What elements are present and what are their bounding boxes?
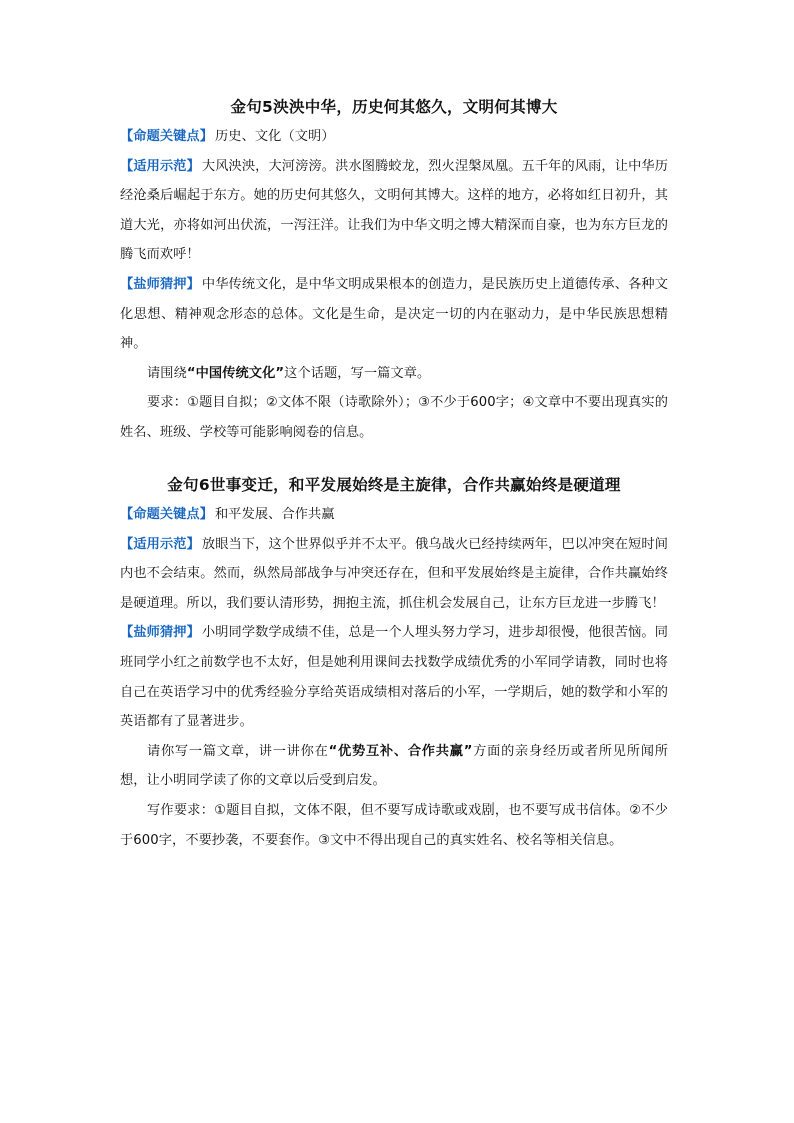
prompt-topic: “优势互补、合作共赢” [328, 743, 473, 759]
prompt-paragraph [120, 359, 668, 389]
prompt-topic: “中国传统文化” [186, 365, 285, 381]
requirement-paragraph: 写作要求：①题目自拟，文体不限，但不要写成诗歌或戏剧，也不要写成书信体。②不少于600字，不要抄袭，不要套作。③文中不得出现自己的真实姓名、校名等相关信息。 [120, 802, 668, 848]
prompt-paragraph [120, 737, 668, 796]
keypoint-tag: 【命题关键点】 [120, 507, 214, 522]
example-tag: 【适用示范】 [120, 158, 200, 174]
keypoint-tag: 【命题关键点】 [120, 129, 214, 144]
prompt-pre: 请你写一篇文章，讲一讲你在 [147, 743, 329, 759]
guess-tag: 【盐师猜押】 [120, 276, 200, 292]
keypoint-text: 和平发展、合作共赢 [215, 507, 335, 522]
keypoint-paragraph [120, 122, 668, 152]
example-text: 放眼当下，这个世界似乎并不太平。俄乌战火已经持续两年，巴以冲突在短时间内也不会结束。然而，纵然局部战争与冲突还存在，但和平发展始终是主旋律，合作共赢始终是硬道理。所以，我们要认清形势，拥抱主流，抓住机会发展自己，让东方巨龙进一步腾飞！ [120, 536, 668, 611]
example-tag: 【适用示范】 [120, 536, 200, 552]
example-paragraph [120, 530, 668, 619]
keypoint-paragraph [120, 500, 668, 530]
guess-paragraph [120, 270, 668, 359]
prompt-post: 方面的亲身经历或者所见所闻所想，让小明同学读了你的文章以后受到启发。 [120, 743, 668, 789]
prompt-pre: 请围绕 [147, 365, 187, 381]
guess-paragraph [120, 618, 668, 736]
guess-text: 小明同学数学成绩不佳，总是一个人埋头努力学习，进步却很慢，他很苦恼。同班同学小红之前数学也不太好，但是她利用课间去找数学成绩优秀的小军同学请教，同时也将自己在英语学习中的优秀经验分享给英语成绩相对落后的小军，一学期后，她的数学和小军的英语都有了显著进步。 [120, 625, 668, 730]
section-golden-sentence-6 [120, 474, 668, 855]
prompt-post: 这个话题，写一篇文章。 [284, 365, 431, 381]
requirement-paragraph: 要求：①题目自拟；②文体不限（诗歌除外）；③不少于600字；④文章中不要出现真实的姓名、班级、学校等可能影响阅卷的信息。 [120, 395, 668, 440]
guess-text: 中华传统文化，是中华文明成果根本的创造力，是民族历史上道德传承、各种文化思想、精神观念形态的总体。文化是生命，是决定一切的内在驱动力，是中华民族思想精神。 [120, 276, 668, 352]
guess-tag: 【盐师猜押】 [120, 625, 200, 641]
section-golden-sentence-5 [120, 96, 668, 448]
keypoint-text: 历史、文化（文明） [215, 129, 335, 144]
example-text: 大风泱泱，大河滂滂。洪水图腾蛟龙，烈火涅槃凤凰。五千年的风雨，让中华历经沧桑后崛起于东方。她的历史何其悠久，文明何其博大。这样的地方，必将如红日初升，其道大光，亦将如河出伏流，一泻汪洋。让我们为中华文明之博大精深而自豪，也为东方巨龙的腾飞而欢呼！ [120, 158, 668, 263]
section-title: 金句5泱泱中华，历史何其悠久，文明何其博大 [230, 98, 558, 116]
example-paragraph [120, 152, 668, 270]
section-title: 金句6世事变迁，和平发展始终是主旋律，合作共赢始终是硬道理 [167, 476, 621, 494]
